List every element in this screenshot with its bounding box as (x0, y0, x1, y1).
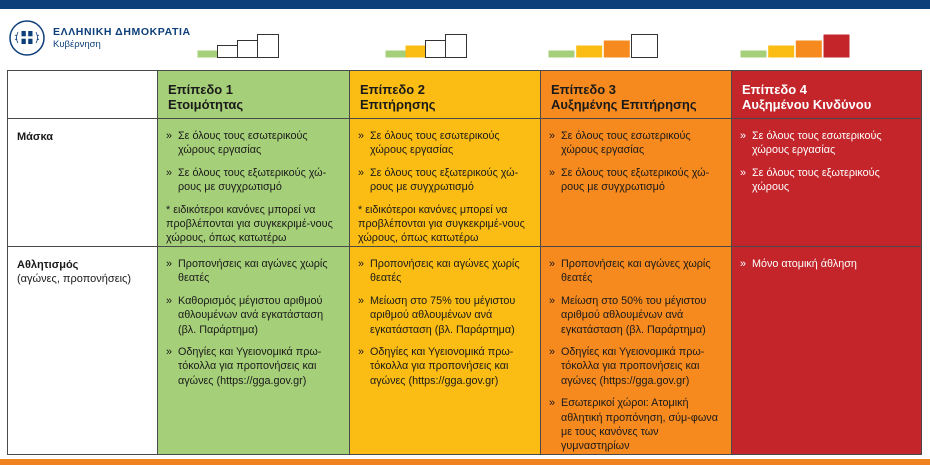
level-3-header (540, 70, 731, 118)
list-item: » Σε όλους τους εξωτερικούς χώ-ρους με συγχρωτισμό (549, 166, 723, 195)
mask-label: Μάσκα (17, 131, 53, 143)
level-bar (576, 46, 602, 58)
sport-level-3-cell (540, 246, 731, 455)
level-4-title: Επίπεδο 4 (742, 82, 808, 97)
list-item: » Προπονήσεις και αγώνες χωρίς θεατές (358, 257, 532, 286)
sport-row-label (7, 246, 157, 455)
level-bar (741, 51, 767, 58)
list-item: » Καθορισμός μέγιστου αριθμού αθλουμένων ανά εγκατάσταση (βλ. Παράρτημα) (166, 294, 341, 337)
level-bar (406, 46, 427, 58)
level-1-header (157, 70, 349, 118)
sport-level-4-cell (731, 246, 922, 455)
sport-level-2-cell (349, 246, 540, 455)
level-1-title: Επίπεδο 1 (168, 82, 234, 97)
list-item: » Οδηγίες και Υγειονομικά πρω-τόκολλα για προπονήσεις και αγώνες (https://gga.gov.gr) (549, 345, 723, 388)
bottom-color-band (0, 459, 930, 465)
list-item: » Σε όλους τους εσωτερικούς χώρους εργασίας (740, 129, 914, 158)
level-bar (446, 35, 467, 58)
level-bar (426, 41, 447, 58)
level-2-indicator-icon (385, 34, 467, 58)
list-item: » Οδηγίες και Υγειονομικά πρω-τόκολλα για προπονήσεις και αγώνες (https://gga.gov.gr) (166, 345, 341, 388)
level-1-subtitle: Ετοιμότητας (168, 97, 244, 112)
level-2-header (349, 70, 540, 118)
level-4-header (731, 70, 922, 118)
level-bar (218, 46, 239, 58)
level-bar (768, 46, 794, 58)
mask-note: * ειδικότεροι κανόνες μπορεί να προβλέπονται για συγκεκριμέ-νους χώρους, όπως κατωτέρω (166, 203, 333, 245)
level-2-title: Επίπεδο 2 (360, 82, 426, 97)
sport-label: Αθλητισμός (17, 259, 79, 271)
level-2-subtitle: Επιτήρησης (360, 97, 436, 112)
level-bar (386, 51, 407, 58)
logo-title: ΕΛΛΗΝΙΚΗ ΔΗΜΟΚΡΑΤΙΑ (53, 25, 191, 38)
level-3-subtitle: Αυξημένης Επιτήρησης (551, 97, 697, 112)
level-1-indicator-icon (197, 34, 279, 58)
mask-level-4-cell (731, 118, 922, 246)
level-4-indicator-icon (740, 34, 850, 58)
mask-note: * ειδικότεροι κανόνες μπορεί να προβλέπονται για συγκεκριμέ-νους χώρους, όπως κατωτέρω (358, 203, 525, 245)
list-item: » Εσωτερικοί χώροι: Ατομική αθλητική προπόνηση, σύμ-φωνα με τους κανόνες των γυμναστηρίων (549, 396, 723, 454)
government-logo (9, 20, 191, 56)
level-3-indicator-icon (548, 34, 658, 58)
top-color-band (0, 0, 930, 9)
sport-sublabel: (αγώνες, προπονήσεις) (17, 273, 132, 285)
level-bar (238, 41, 259, 58)
level-3-title: Επίπεδο 3 (551, 82, 617, 97)
list-item: » Μόνο ατομική άθληση (740, 257, 914, 271)
mask-row-label (7, 118, 157, 246)
logo-subtitle: Κυβέρνηση (53, 38, 101, 50)
measures-table (7, 70, 922, 455)
corner-cell (7, 70, 157, 118)
list-item: » Σε όλους τους εξωτερικούς χώ-ρους με συγχρωτισμό (166, 166, 341, 195)
list-item: » Σε όλους τους εσωτερικούς χώρους εργασίας (358, 129, 532, 158)
list-item: » Προπονήσεις και αγώνες χωρίς θεατές (549, 257, 723, 286)
level-bar (632, 35, 658, 58)
mask-level-1-cell (157, 118, 349, 246)
level-bar (604, 41, 630, 58)
greek-emblem-icon (9, 20, 45, 56)
list-item: » Σε όλους τους εσωτερικούς χώρους εργασίας (549, 129, 723, 158)
level-bar (549, 51, 575, 58)
list-item: » Σε όλους τους εξωτερικούς χώρους (740, 166, 914, 195)
sport-level-1-cell (157, 246, 349, 455)
level-bar (796, 41, 822, 58)
list-item: » Οδηγίες και Υγειονομικά πρω-τόκολλα για προπονήσεις και αγώνες (https://gga.gov.gr) (358, 345, 532, 388)
list-item: » Μείωση στο 75% του μέγιστου αριθμού αθλουμένων ανά εγκατάσταση (βλ. Παράρτημα) (358, 294, 532, 337)
list-item: » Μείωση στο 50% του μέγιστου αριθμού αθλουμένων ανά εγκατάσταση (βλ. Παράρτημα) (549, 294, 723, 337)
list-item: » Προπονήσεις και αγώνες χωρίς θεατές (166, 257, 341, 286)
mask-level-2-cell (349, 118, 540, 246)
list-item: » Σε όλους τους εσωτερικούς χώρους εργασίας (166, 129, 341, 158)
mask-level-3-cell (540, 118, 731, 246)
level-bar (258, 35, 279, 58)
level-4-subtitle: Αυξημένου Κινδύνου (742, 97, 872, 112)
list-item: » Σε όλους τους εξωτερικούς χώ-ρους με συγχρωτισμό (358, 166, 532, 195)
level-bar (824, 35, 850, 58)
level-bar (198, 51, 219, 58)
